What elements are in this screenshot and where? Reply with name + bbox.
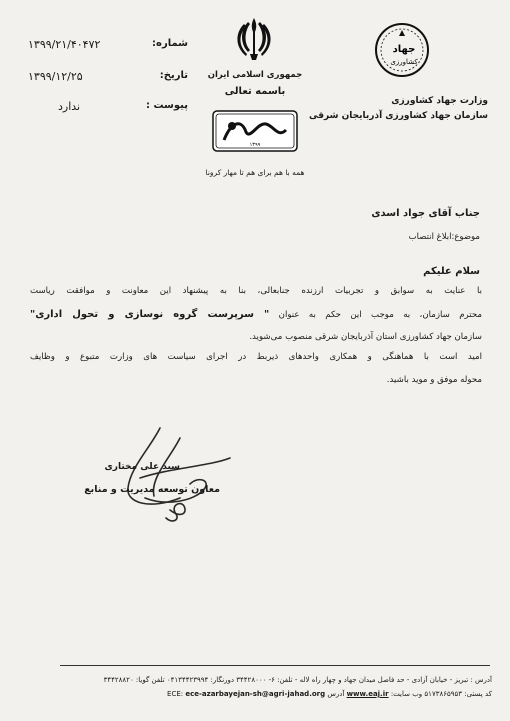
letter-date-value: ۱۳۹۹/۱۲/۲۵ bbox=[28, 70, 83, 83]
letter-number-row bbox=[28, 38, 188, 54]
letter-attachment-label: پیوست : bbox=[145, 100, 188, 111]
paragraph-2-line-2: محوله موفق و موید باشید. bbox=[386, 375, 482, 385]
footer-email[interactable]: ece-azarbayejan-sh@agri-jahad.org bbox=[185, 690, 326, 698]
signer-name: سید علی مختاری bbox=[104, 462, 180, 472]
footer-website[interactable]: www.eaj.ir bbox=[346, 690, 389, 698]
appointment-title: " سرپرست گروه نوسازی و تحول اداری" bbox=[30, 309, 270, 320]
subject-line: موضوع:ابلاغ انتصاب bbox=[408, 232, 480, 242]
stamp-year: ۱۳۹۹ bbox=[249, 142, 261, 148]
jihad-agriculture-logo-icon bbox=[374, 22, 430, 78]
footer-contact bbox=[18, 690, 492, 698]
svg-text:کشاورزی: کشاورزی bbox=[390, 58, 418, 66]
footer-address: آدرس : تبریز - خیابان آزادی - حد فاصل میدان جهاد و چهار راه لاله - تلفن: ۶- ۳۴۴۲۸۰۰۰ دورنگار: ۰۴۱۳۴۴۲۳۹۹۴ تلفن گویا: ۳۴۴۲۸۸۲۰ bbox=[103, 676, 492, 684]
letter-date-label: تاریخ: bbox=[159, 70, 188, 81]
paragraph-2-line-1: امید است با هماهنگی و همکاری واحدهای ذیربط در اجرای سیاست های وزارت متبوع و وظایف bbox=[30, 352, 482, 362]
letter-number-label: شماره: bbox=[152, 38, 188, 49]
paragraph-1-line-3: سازمان جهاد کشاورزی استان آذربایجان شرقی منصوب می‌شوید. bbox=[249, 332, 482, 342]
letter-date-row bbox=[28, 70, 188, 86]
footer-divider bbox=[60, 665, 490, 666]
greeting: سلام علیکم bbox=[423, 266, 480, 277]
organization-name: سازمان جهاد کشاورزی آذربایجان شرقی bbox=[309, 111, 488, 121]
letter-number-value: ۱۳۹۹/۲۱/۴۰۴۷۲ bbox=[28, 38, 101, 51]
letter-attachment-value: ندارد bbox=[58, 100, 81, 113]
paragraph-1-line-2-text: محترم سازمان، به موجب این حکم به عنوان bbox=[278, 310, 482, 320]
paragraph-1-line-1: با عنایت به سوابق و تجربیات ارزنده جنابعالی، بنا به پیشنهاد این معاونت و موافقت ریاست bbox=[30, 286, 482, 296]
body-paragraph-2 bbox=[30, 346, 482, 392]
svg-text:جهاد: جهاد bbox=[392, 44, 416, 55]
footer-email-label: آدرس ECE: bbox=[167, 690, 345, 698]
corona-campaign-stamp bbox=[212, 110, 298, 152]
iran-emblem-icon bbox=[234, 14, 274, 62]
letter-attachment-row bbox=[28, 100, 188, 116]
signer-title: معاون توسعه مدیریت و منابع bbox=[84, 484, 220, 495]
handwritten-signature bbox=[110, 418, 240, 528]
campaign-motto: همه با هم برای هم تا مهار کرونا bbox=[205, 168, 305, 177]
footer-postal: کد پستی: ۵۱۷۳۸۶۵۹۵۳ وب سایت: bbox=[390, 690, 492, 698]
ministry-name: وزارت جهاد کشاورزی bbox=[391, 96, 488, 106]
republic-title: جمهوری اسلامی ایران bbox=[207, 70, 303, 80]
paragraph-1-line-2 bbox=[30, 303, 482, 326]
bismillah-title: باسمه تعالی bbox=[224, 86, 286, 97]
body-paragraph-1 bbox=[30, 280, 482, 349]
recipient-line: جناب آقای جواد اسدی bbox=[371, 208, 480, 219]
